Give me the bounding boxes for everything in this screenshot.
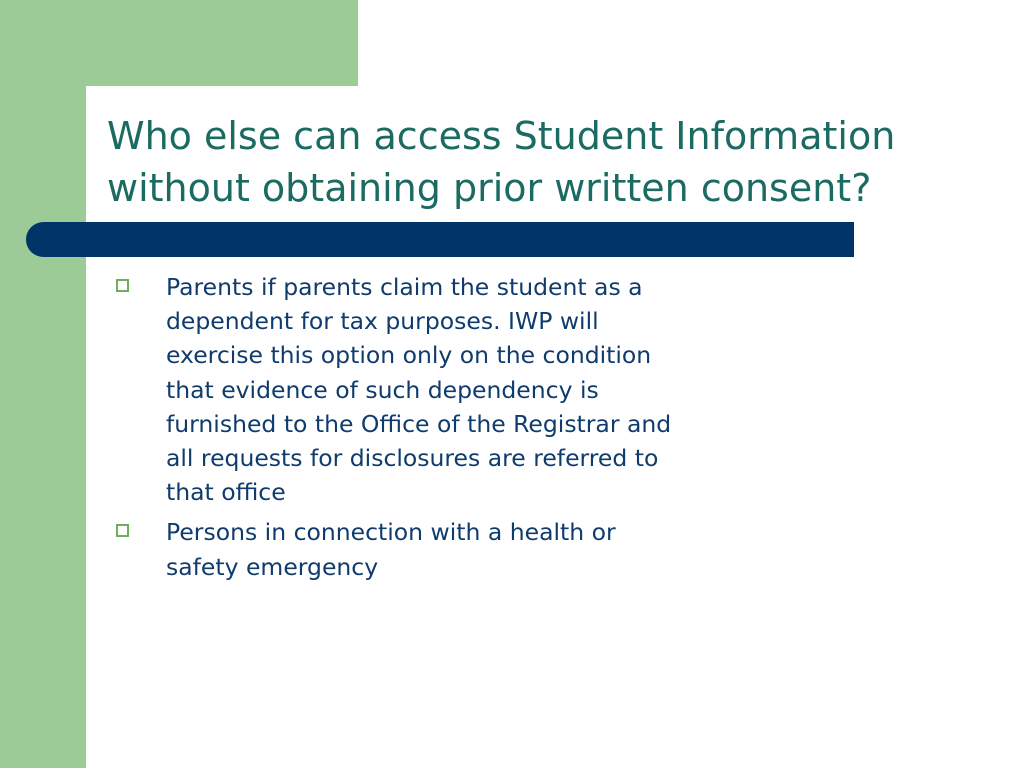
bullet-text-line: Persons in connection with a health or — [166, 518, 616, 547]
bullet-item-parents — [112, 270, 792, 509]
title-underline-bar — [26, 222, 854, 257]
bullet-text-line: exercise this option only on the condition — [166, 341, 652, 370]
bullet-text-line: that office — [166, 478, 286, 507]
hollow-square-bullet-icon — [116, 279, 129, 292]
bullet-item-emergency — [112, 515, 792, 583]
hollow-square-bullet-icon — [116, 524, 129, 537]
decorative-green-band-left — [0, 0, 86, 768]
slide-title — [107, 110, 1012, 214]
bullet-list — [112, 270, 792, 590]
bullet-text-line: all requests for disclosures are referred to — [166, 444, 659, 473]
decorative-green-band-top — [0, 0, 358, 86]
bullet-text-line: that evidence of such dependency is — [166, 375, 599, 404]
bullet-text-line: safety emergency — [166, 552, 379, 581]
bullet-text-line: Parents if parents claim the student as a — [166, 273, 643, 301]
slide-title-line-2: without obtaining prior written consent? — [107, 166, 872, 210]
bullet-text-line: dependent for tax purposes. IWP will — [166, 307, 599, 336]
slide-title-line-1: Who else can access Student Information — [107, 114, 896, 158]
bullet-text-line: furnished to the Office of the Registrar and — [166, 409, 672, 438]
